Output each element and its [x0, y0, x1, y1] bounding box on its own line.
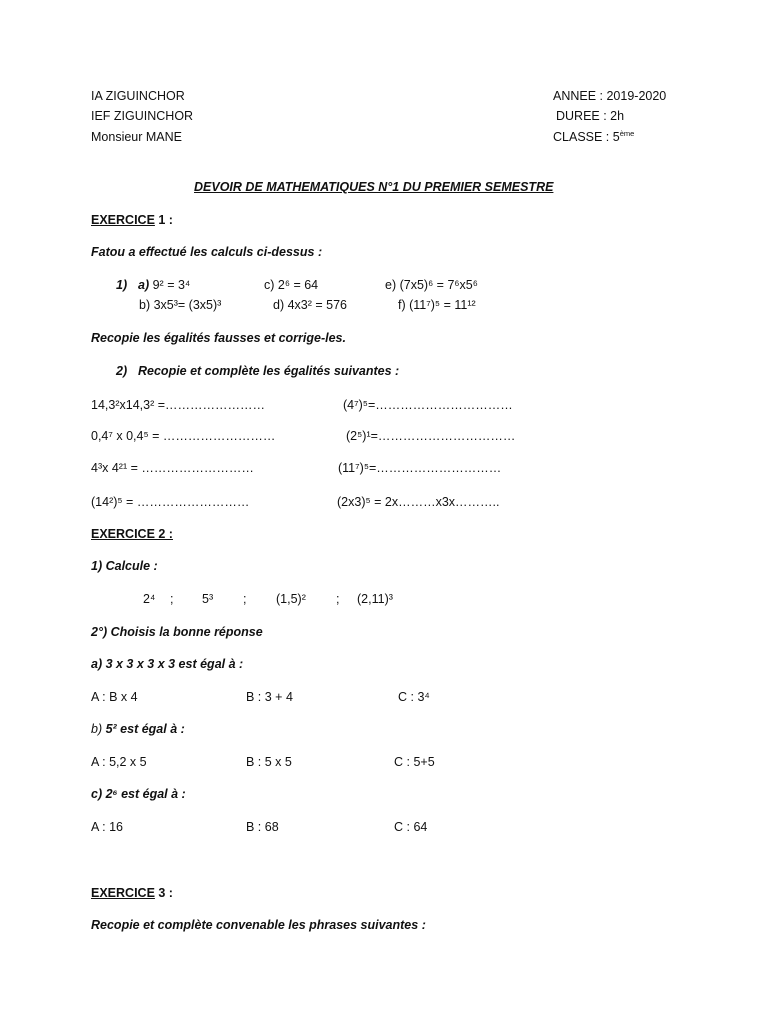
fill-row-4-left: (14²)⁵ = ………………………	[91, 495, 250, 509]
calc-d: (2,11)³	[357, 592, 393, 606]
fill-row-3-left: 4³x 4²¹ = ………………………	[91, 461, 254, 475]
header-ief: IEF ZIGUINCHOR	[91, 109, 194, 123]
qc-option-b: B : 68	[246, 820, 279, 834]
exercise-3-word: EXERCICE	[91, 886, 155, 900]
q1-a-text: 9² = 3⁴	[152, 278, 191, 292]
qb-text: 5² est égal à :	[102, 722, 185, 736]
header-teacher: Monsieur MANE	[91, 130, 182, 144]
exercise-2-heading: EXERCICE 2 :	[91, 527, 173, 541]
exam-title: DEVOIR DE MATHEMATIQUES N°1 DU PREMIER SEMESTRE	[194, 180, 554, 194]
calc-a: 2⁴	[143, 592, 156, 606]
qc-option-a: A : 16	[91, 820, 123, 834]
ex2-q2: 2°) Choisis la bonne réponse	[91, 625, 263, 639]
exercise-1-intro: Fatou a effectué les calculs ci-dessus :	[91, 245, 323, 259]
q1-item-d: d) 4x3² = 576	[273, 298, 348, 312]
q1-item-a	[138, 277, 190, 293]
qc-option-c: C : 64	[394, 820, 428, 834]
fill-row-1-right: (4⁷)⁵=……………………………	[343, 398, 513, 412]
ex2-qa: a) 3 x 3 x 3 x 3 est égal à :	[91, 657, 244, 671]
calc-c: (1,5)²	[276, 592, 306, 606]
header-duration: DUREE : 2h	[556, 109, 625, 123]
class-label: CLASSE : 5	[553, 130, 620, 144]
header-class	[553, 129, 634, 145]
ex2-qb	[91, 721, 185, 737]
fill-row-4-right: (2x3)⁵ = 2x………x3x………..	[337, 495, 500, 509]
q2-text: Recopie et complète les égalités suivantes :	[138, 364, 400, 378]
qb-option-a: A : 5,2 x 5	[91, 755, 147, 769]
ex2-q1: 1) Calcule :	[91, 559, 158, 573]
exercise-1-num: 1 :	[154, 213, 173, 227]
q1-item-e: e) (7x5)⁶ = 7⁶x5⁶	[385, 278, 478, 292]
calc-b: 5³	[202, 592, 214, 606]
header-ia: IA ZIGUINCHOR	[91, 89, 185, 103]
exercise-1-heading	[91, 212, 173, 228]
qa-option-b: B : 3 + 4	[246, 690, 293, 704]
q1-item-c: c) 2⁶ = 64	[264, 278, 319, 292]
calc-sep-2: ;	[243, 592, 247, 606]
qa-option-a: A : B x 4	[91, 690, 138, 704]
fill-row-1-left: 14,3²x14,3² =……………………	[91, 398, 266, 412]
exercise-3-num: 3 :	[154, 886, 173, 900]
header-year: ANNEE : 2019-2020	[553, 89, 667, 103]
qa-option-c: C : 3⁴	[398, 690, 430, 704]
fill-row-2-right: (2⁵)¹=……………………………	[346, 429, 516, 443]
qb-option-c: C : 5+5	[394, 755, 435, 769]
q1-item-f: f) (11⁷)⁵ = 11¹²	[398, 298, 476, 312]
exercise-1-word: EXERCICE	[91, 213, 155, 227]
fill-row-3-right: (11⁷)⁵=…………………………	[338, 461, 502, 475]
q2-label: 2)	[116, 364, 128, 378]
ex2-qc: c) 2⁶ est égal à :	[91, 787, 186, 801]
qb-option-b: B : 5 x 5	[246, 755, 292, 769]
q1-item-b: b) 3x5³= (3x5)³	[139, 298, 222, 312]
class-sup: ème	[619, 129, 635, 138]
q1-label: 1)	[116, 278, 128, 292]
q1-a-label: a)	[138, 278, 150, 292]
exercise-3-intro: Recopie et complète convenable les phrases suivantes :	[91, 918, 426, 932]
calc-sep-3: ;	[336, 592, 340, 606]
calc-sep-1: ;	[170, 592, 174, 606]
exercise-3-heading	[91, 885, 173, 901]
qb-prefix: b)	[91, 722, 103, 736]
recopie-instruction: Recopie les égalités fausses et corrige-les.	[91, 331, 346, 345]
fill-row-2-left: 0,4⁷ x 0,4⁵ = ………………………	[91, 429, 276, 443]
